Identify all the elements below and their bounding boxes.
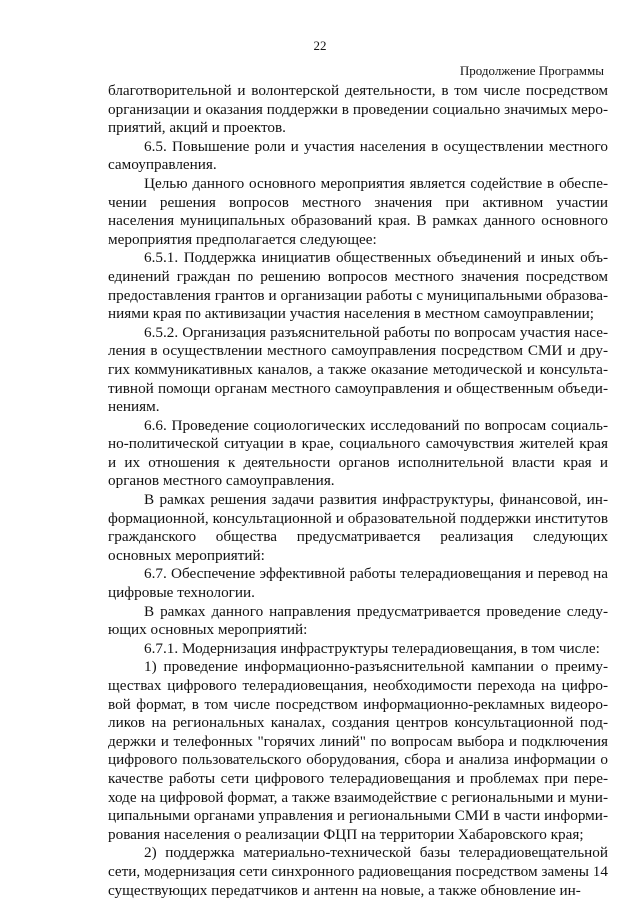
- page-number: 22: [313, 38, 327, 53]
- paragraph-6-7: 6.7. Обеспечение эффективной работы телерадиовещания и перевод на цифровые технологии.: [108, 565, 608, 602]
- document-body: [108, 82, 608, 900]
- paragraph-6-7-1: 6.7.1. Модернизация инфраструктуры телерадиовещания, в том числе:: [144, 639, 600, 657]
- paragraph-infrastructure-intro: В рамках решения задачи развития инфраструктуры, финансовой, информационной, консультационной и образовательной поддержки институтов гражданского общества предусматривается реализация следующих основных мероприятий:: [108, 491, 608, 564]
- paragraph-6-7-1-item-2: 2) поддержка материально-технической базы телерадиовещательной сети, модернизация сети синхронного радиовещания посредством замены 14 существующих передатчиков и антенн на новые, а также обновление ин-: [108, 844, 608, 899]
- paragraph-6-5-goal: Целью данного основного мероприятия является содействие в обеспечении решения вопросов местного значения при активном участии населения муниципальных образований края. В рамках данного основного мероприятия предполагается следующее:: [108, 174, 608, 248]
- paragraph-6-6: 6.6. Проведение социологических исследований по вопросам социально-политической ситуации в крае, социального самочувствия жителей края и их отношения к деятельности органов исполнительной власти края и органов местного самоуправления.: [108, 416, 608, 490]
- paragraph-6-5-2: 6.5.2. Организация разъяснительной работы по вопросам участия населения в осуществлении местного самоуправления посредством СМИ и других коммуникативных каналов, а также оказание методической и консультативной помощи органам местного самоуправления и общественным объединениям.: [108, 323, 608, 416]
- running-header: Продолжение Программы: [459, 63, 604, 78]
- paragraph-6-5-1: 6.5.1. Поддержка инициатив общественных объединений и иных объединений граждан по решению вопросов местного значения посредством предоставления грантов и организации работы с муниципальными образованиями края по активизации участия населения в местном самоуправлении;: [108, 249, 608, 323]
- paragraph-continuation: благотворительной и волонтерской деятельности, в том числе посредством организации и оказания поддержки в проведении социально значимых мероприятий, акций и проектов.: [108, 82, 608, 137]
- paragraph-6-7-intro: В рамках данного направления предусматривается проведение следующих основных мероприятий:: [108, 602, 608, 639]
- paragraph-6-5: 6.5. Повышение роли и участия населения в осуществлении местного самоуправления.: [108, 137, 608, 174]
- paragraph-6-7-1-item-1: 1) проведение информационно-разъяснительной кампании о преимуществах цифрового телерадиовещания, необходимости перехода на цифровой формат, в том числе посредством информационно-рекламных видеороликов на региональных каналах, создания центров консультационной поддержки и телефонных "горячих линий" по вопросам выбора и подключения цифрового пользовательского оборудования, сбора и анализа информации о качестве работы сети цифрового телерадиовещания и проблемах при переходе на цифровой формат, а также взаимодействие с региональными и муниципальными органами управления и региональными СМИ в части информирования населения о реализации ФЦП на территории Хабаровского края;: [108, 658, 608, 843]
